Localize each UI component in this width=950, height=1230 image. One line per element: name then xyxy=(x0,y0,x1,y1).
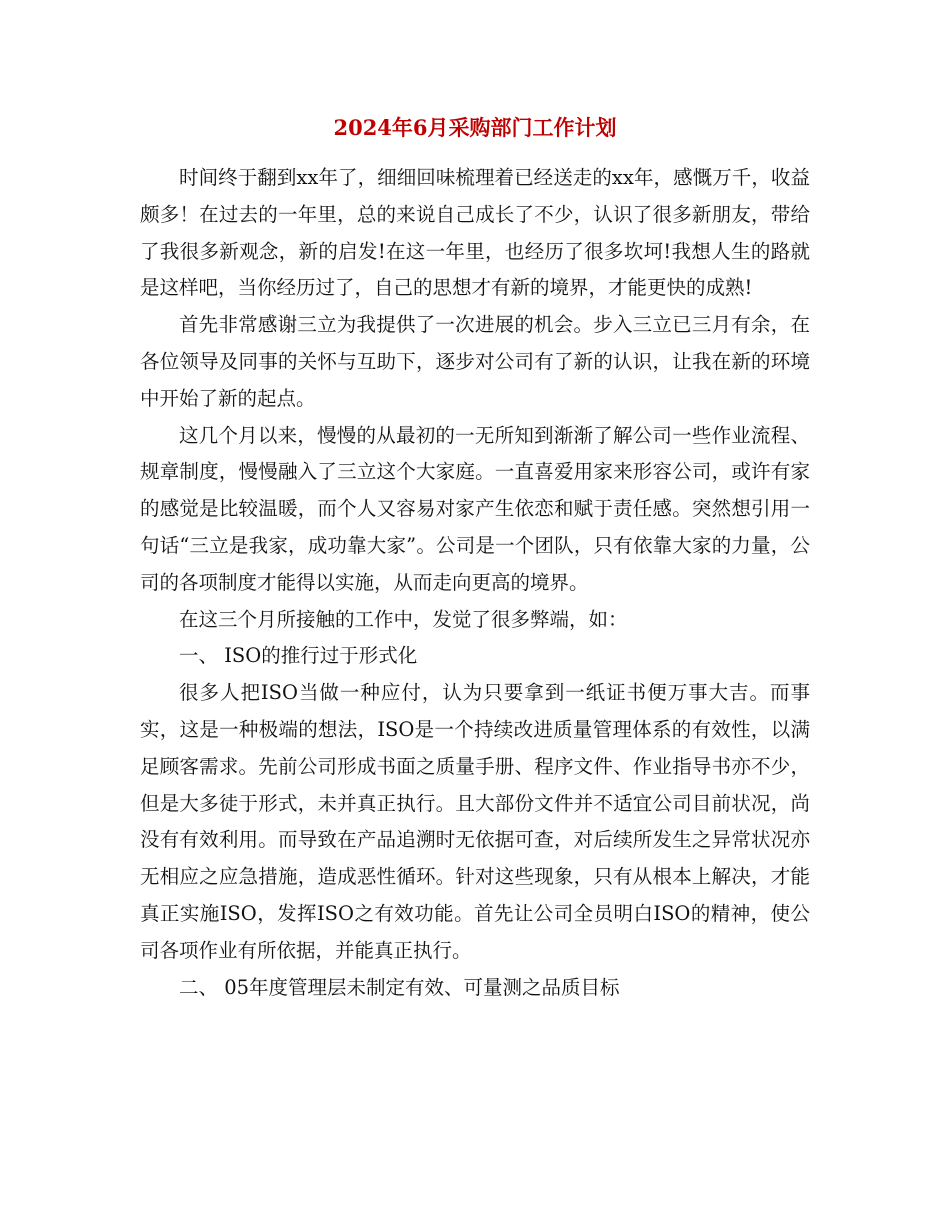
document-title: 2024年6月采购部门工作计划 xyxy=(333,115,617,140)
paragraph-months: 这几个月以来，慢慢的从最初的一无所知到渐渐了解公司一些作业流程、规章制度，慢慢融入了三立这个大家庭。一直喜爱用家来形容公司，或许有家的感觉是比较温暖，而个人又容易对家产生依恋和赋于责任感。突然想引用一句话“三立是我家，成功靠大家”。公司是一个团队，只有依靠大家的力量，公司的各项制度才能得以实施，从而走向更高的境界。 xyxy=(140,423,810,594)
paragraph-thanks: 首先非常感谢三立为我提供了一次进展的机会。步入三立已三月有余，在各位领导及同事的关怀与互助下，逐步对公司有了新的认识，让我在新的环境中开始了新的起点。 xyxy=(140,313,810,410)
paragraph-iso: 很多人把ISO当做一种应付，认为只要拿到一纸证书便万事大吉。而事实，这是一种极端的想法，ISO是一个持续改进质量管理体系的有效性，以满足顾客需求。先前公司形成书面之质量手册、程序文件、作业指导书亦不少，但是大多徒于形式，未并真正执行。且大部份文件并不适宜公司目前状况，尚没有有效利用。而导致在产品追溯时无依据可查，对后续所发生之异常状况亦无相应之应急措施，造成恶性循环。针对这些现象，只有从根本上解决，才能真正实施ISO，发挥ISO之有效功能。首先让公司全员明白ISO的精神，使公司各项作业有所依据，并能真正执行。 xyxy=(140,681,810,962)
document-body xyxy=(140,160,810,1006)
section-heading-1: 一、 ISO的推行过于形式化 xyxy=(179,644,418,668)
paragraph-intro: 时间终于翻到xx年了，细细回味梳理着已经送走的xx年，感慨万千，收益颇多！在过去的一年里，总的来说自己成长了不少，认识了很多新朋友，带给了我很多新观念，新的启发!在这一年里，也经历了很多坎坷!我想人生的路就是这样吧，当你经历过了，自己的思想才有新的境界，才能更快的成熟! xyxy=(140,166,810,300)
section-heading-2: 二、 05年度管理层未制定有效、可量测之品质目标 xyxy=(179,975,620,999)
paragraph-issues-intro: 在这三个月所接触的工作中，发觉了很多弊端，如： xyxy=(179,607,628,631)
